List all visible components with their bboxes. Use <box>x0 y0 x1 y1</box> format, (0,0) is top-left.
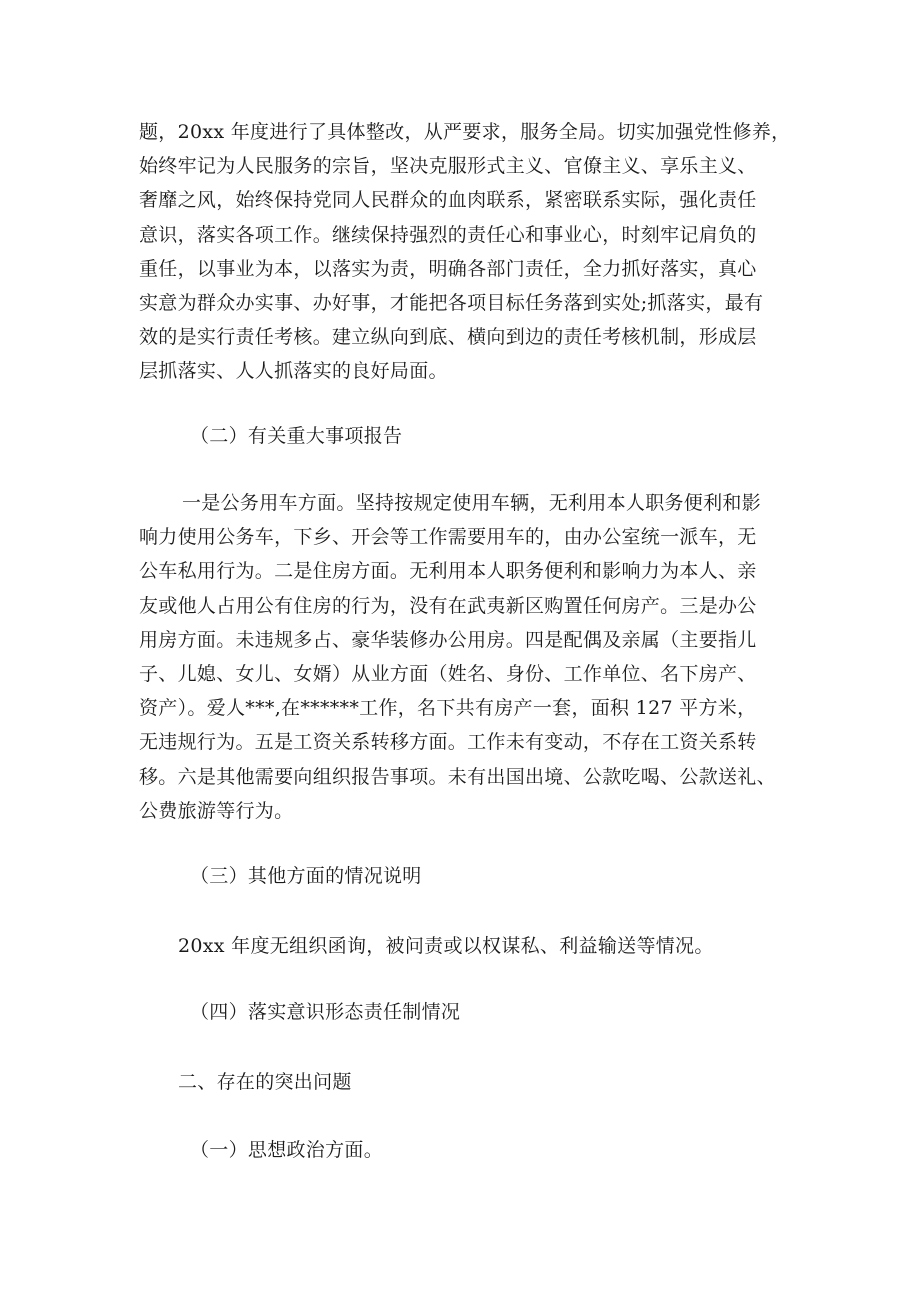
text-line: 题，20xx 年度进行了具体整改，从严要求，服务全局。切实加强党性修养， <box>139 121 791 143</box>
text-line: 资产）。爱人***,在******工作，名下共有房产一套，面积 127 平方米， <box>139 697 757 720</box>
paragraph-rectification <box>139 115 807 389</box>
text-line: 效的是实行责任考核。建立纵向到底、横向到边的责任考核机制，形成层 <box>139 326 757 349</box>
text-line: 无违规行为。五是工资关系转移方面。工作未有变动，不存在工资关系转 <box>139 731 757 754</box>
paragraph-inquiry-statement: 20xx 年度无组织函询，被问责或以权谋私、利益输送等情况。 <box>178 935 714 957</box>
text-line: 层抓落实、人人抓落实的良好局面。 <box>139 360 448 383</box>
text-line: 移。六是其他需要向组织报告事项。未有出国出境、公款吃喝、公款送礼、 <box>139 765 776 788</box>
text-line: 子、儿媳、女儿、女婿）从业方面（姓名、身份、工作单位、名下房产、 <box>139 663 757 686</box>
section-heading-major-matters: （二）有关重大事项报告 <box>190 425 403 447</box>
text-line: 公费旅游等行为。 <box>139 799 294 822</box>
text-line: 重任，以事业为本，以落实为责，明确各部门责任，全力抓好落实，真心 <box>139 257 757 280</box>
text-line: 用房方面。未违规多占、豪华装修办公用房。四是配偶及亲属（主要指儿 <box>139 628 757 651</box>
section-heading-prominent-problems: 二、存在的突出问题 <box>178 1071 352 1093</box>
section-heading-ideology-responsibility: （四）落实意识形态责任制情况 <box>190 1001 461 1023</box>
text-line: 一是公务用车方面。坚持按规定使用车辆，无利用本人职务便利和影 <box>182 492 762 514</box>
text-line: 响力使用公务车，下乡、开会等工作需要用车的，由办公室统一派车，无 <box>139 526 757 549</box>
text-line: 公车私用行为。二是住房方面。无利用本人职务便利和影响力为本人、亲 <box>139 560 757 583</box>
paragraph-major-matters <box>139 486 807 828</box>
text-line: 始终牢记为人民服务的宗旨，坚决克服形式主义、官僚主义、享乐主义、 <box>139 155 757 178</box>
text-line: 奢靡之风，始终保持党同人民群众的血肉联系，紧密联系实际，强化责任 <box>139 189 757 212</box>
section-heading-other-situations: （三）其他方面的情况说明 <box>190 865 422 887</box>
text-line: 实意为群众办实事、办好事，才能把各项目标任务落到实处;抓落实，最有 <box>139 292 764 315</box>
text-line: 友或他人占用公有住房的行为，没有在武夷新区购置任何房产。三是办公 <box>139 594 757 617</box>
text-line: 意识，落实各项工作。继续保持强烈的责任心和事业心，时刻牢记肩负的 <box>139 223 757 246</box>
section-heading-political-thought: （一）思想政治方面。 <box>190 1139 384 1161</box>
